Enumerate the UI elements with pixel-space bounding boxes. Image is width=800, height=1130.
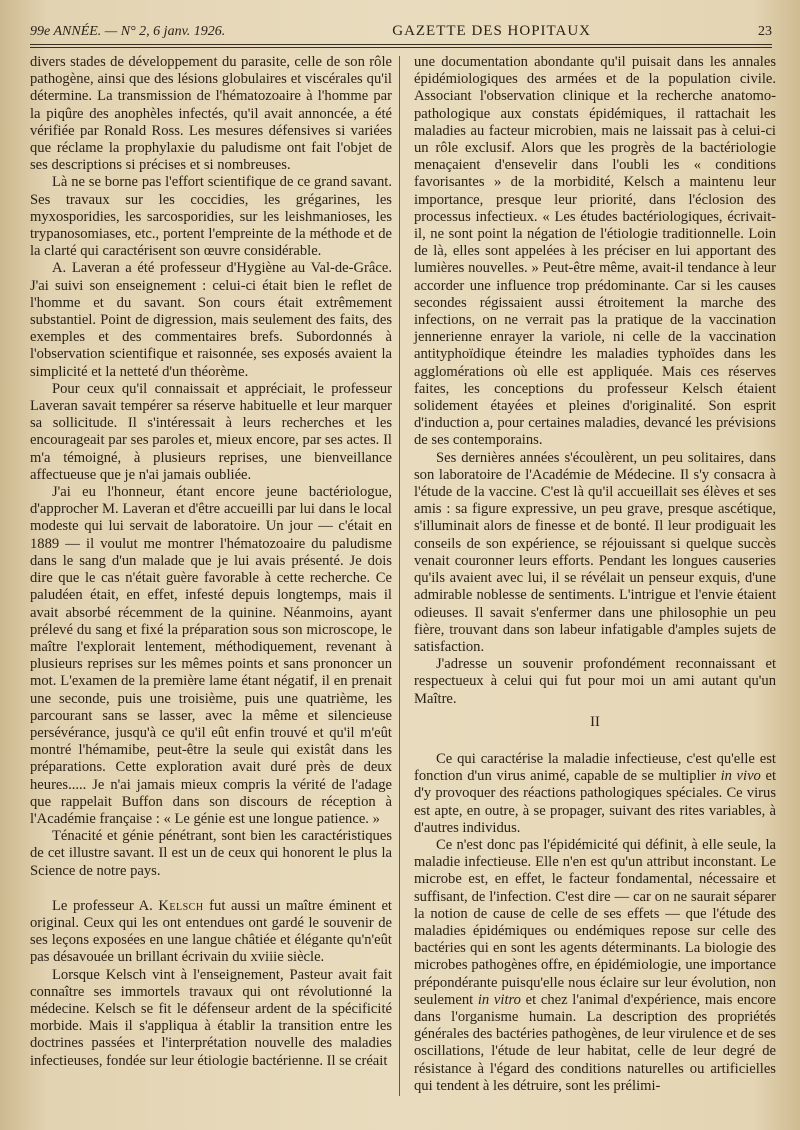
paragraph: divers stades de développement du parasite, celle de son rôle pathogène, ainsi que des lésions globulaires et viscérales qu'il détermine. La transmission de l'hématozoaire à l'homme par la piqûre des anophèles infectés, qu'il avait annoncée, a été vérifiée par Ronald Ross. Les mesures défensives si variées que réclame la prophylaxie du paludisme ont fait l'objet de ses descriptions si précises et si nombreuses. xyxy=(30,54,392,174)
issue-info: 99e ANNÉE. — N° 2, 6 janv. 1926. xyxy=(30,24,226,39)
section-numeral: II xyxy=(590,713,600,730)
paragraph xyxy=(414,837,776,1095)
paragraph: Ses dernières années s'écoulèrent, un peu solitaires, dans son laboratoire de l'Académie de Médecine. Il s'y consacra à l'étude de la vaccine. C'est là qu'il accueillait ses élèves et ses amis : sa figure expressive, un peu grave, presque ascétique, s'illuminait alors de finesse et de bonté. Il leur prodiguait les conseils de son expérience, se réjouissant si quelque succès venait couronner leurs efforts. Pendant les longues causeries qu'ils avaient avec lui, il se révélait un penseur exquis, d'une admirable noblesse de sentiments. L'intrigue et l'envie étaient odieuses. Il savait s'enfermer dans une philosophie un peu fière, trouvant dans son labeur infatigable d'amples sujets de satisfaction. xyxy=(414,449,776,655)
paragraph: J'adresse un souvenir profondément reconnaissant et respectueux à celui qui fut pour moi un ami autant qu'un Maître. xyxy=(414,656,776,707)
latin-term: in vitro xyxy=(477,991,521,1008)
paragraph-gap xyxy=(30,880,392,898)
latin-term: in vivo xyxy=(720,768,761,785)
page-header xyxy=(30,6,772,40)
text-run: fut aussi un maître éminent et original. Ceux qui les ont entendues ont gardé le souvenir de ses leçons exposées en une langue châtiée et élégante qu'n'eût pas désavouée un brillant écrivain du xviiie siècle. xyxy=(30,897,392,966)
header-rule-double xyxy=(30,47,772,48)
paragraph: Pour ceux qu'il connaissait et appréciait, le professeur Laveran savait tempérer sa réserve habituelle et leur marquer sa sollicitude. Il s'intéressait à leurs recherches et les encourageait par ses paroles et, mieux encore, par ses actes. Il m'a témoigné, à plusieurs reprises, une bienveillance affectueuse que je n'ai jamais oubliée. xyxy=(30,380,392,483)
paragraph: Là ne se borne pas l'effort scientifique de ce grand savant. Ses travaux sur les coccidies, les grégarines, les myxosporidies, les sarcosporidies, sur les leishmanioses, les trypanosomiases, etc., portent l'empreinte de la méthode et de la clarté qui caractérisent son œuvre considérable. xyxy=(30,174,392,260)
paragraph: A. Laveran a été professeur d'Hygiène au Val-de-Grâce. J'ai suivi son enseignement : celui-ci était bien le reflet de l'homme et du savant. Son cours était extrêmement substantiel. Point de digression, mais seulement des faits, des exemples et des commentaires brefs. Subordonnés à l'observation scientifique et raisonnée, ses exposés avaient la simplicité et la netteté d'un théorème. xyxy=(30,260,392,380)
left-column xyxy=(30,54,392,1070)
paragraph: J'ai eu l'honneur, étant encore jeune bactériologue, d'approcher M. Laveran et d'être accueilli par lui dans le local modeste qui lui servait de laboratoire. Un jour — c'était en 1889 — il voulut me montrer l'hématozoaire du paludisme dans le sang d'un malade que je lui avais présenté. Je dois dire que le cas n'était guère favorable à cette recherche. Ce paludéen était, en effet, infesté depuis longtemps, mais il avait absorbé récemment de la quinine. Néanmoins, ayant prélevé du sang et fixé la préparation sous son microscope, le maître l'explorait lentement, méthodiquement, revenant à plusieurs reprises sur les mêmes points et sans prononcer un mot. L'examen de la première lame étant négatif, il en prenait une seconde, puis une troisième, puis une quatrième, les parcourant sans se lasser, avec la même et silencieuse persévérance, jusqu'à ce qu'il eût enfin trouvé et qu'il m'eût montré l'hémamibe, peut-être la seule qui existât dans les préparations. Cette exploration avait duré près de deux heures..... Je n'ai jamais mieux compris la vérité de l'adage que rappelait Buffon dans son discours de réception à l'Académie française : « Le génie est une longue patience. » xyxy=(30,484,392,827)
paragraph xyxy=(30,898,392,967)
paragraph: une documentation abondante qu'il puisait dans les annales épidémiologiques des armées et de la population civile. Associant l'observation clinique et la recherche anatomo-pathologique aux constats épidémiques, il rattachait les maladies au facteur microbien, mais ne laissait pas à celui-ci un rôle exclusif. Alors que les progrès de la bactériologie menaçaient d'ensevelir dans l'oubli les « conditions favorisantes » de la morbidité, Kelsch a maintenu leur importance, presque leur priorité, dans l'éclosion des processus infectieux. « Les études bactériologiques, écrivait-il, ne sont point la négation de l'étiologie traditionnelle. Loin de là, elles sont appelées à les préciser en lui apportant des lumières nouvelles. » Peut-être même, avait-il tendance à leur accorder une influence trop prédominante. Car si les causes secondes régissaient aussi étroitement la marche des infections, on ne verrait pas la pratique de la vaccination jennerienne enrayer la variole, ni celle de la vaccination antityphoïdique éteindre les maladies typhoïdes dans les agglomérations où elle est appliquée. Mais ces réserves faites, les conceptions du professeur Kelsch étaient solidement étayées et pleines d'originalité. Son esprit d'induction a, pour certaines maladies, devancé les prévisions de ses contemporains. xyxy=(414,54,776,449)
right-column xyxy=(414,54,776,1095)
text-run: Ce qui caractérise la maladie infectieuse, c'est qu'elle est fonction d'un virus animé, capable de se multiplier xyxy=(414,750,776,785)
text-run: Le professeur A. xyxy=(52,897,159,914)
paragraph: Lorsque Kelsch vint à l'enseignement, Pasteur avait fait connaître ses immortels travaux qui ont révolutionné la médecine. Kelsch se fit le défenseur ardent de la spécificité morbide. Mais il s'appliqua à établir la transition entre les doctrines passées et l'interprétation nouvelle des maladies infectieuses, fondée sur leur étiologie bactérienne. Il se créait xyxy=(30,966,392,1069)
journal-title: GAZETTE DES HOPITAUX xyxy=(392,23,592,39)
author-name: Kelsch xyxy=(158,897,204,914)
text-run: et chez l'animal d'expérience, mais encore dans l'organisme humain. La description des propriétés générales des bactéries pathogènes, de leur virulence et de ses oscillations, l'étude de leur habitat, celle de leur degré de résistance à l'égard des conditions naturelles ou artificielles qui tendent à les détruire, sont les prélimi- xyxy=(414,991,776,1094)
paragraph xyxy=(414,751,776,837)
page-number: 23 xyxy=(758,24,772,39)
header-rule xyxy=(30,44,772,45)
column-divider xyxy=(399,56,400,1096)
paragraph: Ténacité et génie pénétrant, sont bien les caractéristiques de cet illustre savant. Il est un de ceux qui honorent le plus la Science de notre pays. xyxy=(30,828,392,879)
text-run: et d'y provoquer des réactions pathologiques spéciales. Ce virus est apte, en outre, à se propager, suivant des rites variables, à d'autres individus. xyxy=(414,768,777,836)
text-run: Ce n'est donc pas l'épidémicité qui définit, à elle seule, la maladie infectieuse. Elle n'en est qu'un attribut inconstant. Le microbe est, en effet, le facteur fondamental, nécessaire et suffisant, de l'infection. C'est dire — car on ne saurait séparer la notion de cause de celle de ses effets — que l'étude des maladies épidémiques ou endémiques repose sur celle des bactéries qui en sont les agents déterminants. La biologie des microbes pathogènes offre, en épidémiologie, une importance prépondérante puisqu'elle nous éclaire sur leur évolution, non seulement xyxy=(414,836,776,1008)
